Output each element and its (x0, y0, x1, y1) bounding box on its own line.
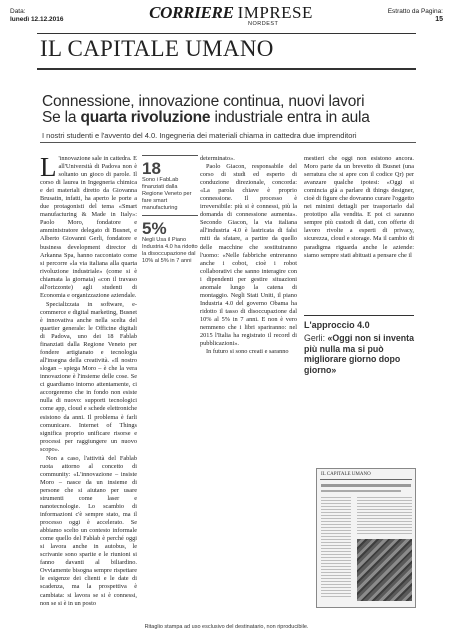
thumbnail-text-line (357, 527, 412, 528)
thumbnail-text-line (357, 533, 412, 534)
paragraph: 'innovazione sale in cattedra. E all'Università di Padova non è soltanto un gioco di parole. Il corso di laurea in Ingegneria chimica e dei materiali diretto da Giovanna Brusatin, infatti, ha aperto le porte a due protagonisti del tema «Smart manufacturing & Made in Italy»: Paolo Moro, fondatore e amministratore delegato di Busnet, e Alberto Giovanni Gerli, fondatore e business development director di Arkanna Spa, hanno raccontato come si percorre «la via italiana alla quarta rivoluzione industriale» (come si è chiamata la giornata) «con il travaso all'orizzonte) agli studenti di Economia e organizzazione aziendale. (40, 155, 137, 299)
date-label: Data: (10, 8, 26, 15)
headline-line2: Se la quarta rivoluzione industriale entra in aula (42, 109, 370, 126)
thumbnail-text-line (321, 484, 411, 487)
summary-divider (40, 142, 416, 143)
thumbnail-text-line (357, 530, 412, 531)
thumbnail-text-line (357, 509, 412, 510)
section-title: IL CAPITALE UMANO (40, 36, 274, 61)
thumbnail-text-line (321, 563, 351, 564)
thumbnail-text-line (321, 490, 401, 492)
headline (42, 94, 422, 126)
thumbnail-text-line (321, 581, 351, 582)
thumbnail-text-line (321, 593, 351, 594)
date-value: lunedì 12.12.2016 (10, 16, 64, 23)
section-divider (37, 68, 416, 70)
summary: I nostri studenti e l'avvento del 4.0. Ingegneria dei materiali chiama in cattedra due imprenditori (42, 131, 357, 140)
thumbnail-text-line (321, 509, 351, 510)
thumbnail-text-line (321, 575, 351, 576)
article-column-1 (40, 155, 137, 610)
thumbnail-text-line (321, 545, 351, 546)
stat-text: Sono i FabLab finanziati dalla Regione Veneto per fare smart manufacturing (142, 177, 192, 211)
thumbnail-text-line (321, 527, 351, 528)
thumbnail-text-line (321, 524, 351, 525)
thumbnail-text-line (357, 497, 412, 498)
thumbnail-text-line (321, 578, 351, 579)
stat-number: 5% (142, 219, 167, 238)
footer-notice: Ritaglio stampa ad uso esclusivo del destinatario, non riproducibile. (144, 624, 309, 630)
top-divider (37, 33, 416, 34)
thumbnail-text-line (321, 515, 351, 516)
stat-divider (142, 215, 198, 216)
article-column-2 (200, 155, 297, 610)
thumbnail-text-line (321, 554, 351, 555)
pull-quote (304, 333, 416, 375)
date-block (10, 8, 63, 24)
thumbnail-text-line (321, 518, 351, 519)
thumbnail-text-line (321, 596, 351, 597)
thumbnail-text-line (357, 518, 412, 519)
stat-number: 18 (142, 159, 161, 178)
masthead-logo: CORRIERE IMPRESE (149, 3, 313, 22)
thumbnail-text-line (321, 566, 351, 567)
thumbnail-text-line (321, 533, 351, 534)
thumbnail-text-line (321, 584, 351, 585)
headline-highlight: quarta rivoluzione (80, 109, 211, 126)
thumbnail-text-line (321, 539, 351, 540)
thumbnail-text-line (321, 560, 351, 561)
thumbnail-photo (357, 539, 412, 601)
page-block (388, 8, 443, 24)
thumbnail-text-line (357, 512, 412, 513)
masthead-sub: NORDEST (248, 21, 279, 27)
thumbnail-text-line (321, 551, 351, 552)
thumbnail-text-line (321, 530, 351, 531)
thumbnail-text-line (321, 497, 351, 498)
thumbnail-text-line (321, 590, 351, 591)
thumbnail-text-line (321, 512, 351, 513)
paragraph: determinato». (200, 155, 235, 162)
page-thumbnail (316, 468, 416, 608)
thumbnail-text-line (321, 572, 351, 573)
headline-line1: Connessione, innovazione continua, nuovi lavori (42, 93, 365, 110)
thumbnail-text-line (321, 500, 351, 501)
thumbnail-text-line (357, 503, 412, 504)
masthead (146, 3, 316, 27)
thumbnail-text-line (321, 503, 351, 504)
thumbnail-text-line (321, 587, 351, 588)
quote-author: Gerli: (304, 333, 328, 343)
quote-divider (304, 315, 414, 316)
article-column-3 (304, 155, 414, 299)
thumbnail-text-line (321, 506, 351, 507)
paragraph: mestieri che oggi non esistono ancora. Moro parte da un brevetto di Busnet (una serratura che si apre con il codice Qr) per avanzare qualche ipotesi: «Oggi si comincia già a parlare di things designer, cioè di figure che dovranno curare l'oggetto nei minimi dettagli per trasportarlo dal prototipo alla vendita. E poi ci saranno sempre più custodi di dati, con offerte di lavoro rivolte a esperti di privacy, sicurezza, cloud e storage. Ma il cambio di paradigma riguarda anche le aziende: siamo sempre stati abituati a pensare che il (304, 155, 414, 259)
quote-text: «Oggi non si inventa più nulla ma si può migliorare giorno dopo giorno» (304, 333, 414, 375)
thumbnail-text-line (357, 506, 412, 507)
thumbnail-text-line (321, 557, 351, 558)
stat-text: Negli Usa il Piano Industria 4.0 ha ridotto la disoccupazione dal 10% al 5% in 7 anni (142, 237, 198, 264)
thumbnail-text-line (321, 521, 351, 522)
thumbnail-text-line (321, 569, 351, 570)
thumbnail-text-line (357, 521, 412, 522)
thumbnail-divider (320, 479, 412, 480)
thumbnail-text-line (357, 500, 412, 501)
page-number: 15 (435, 16, 443, 23)
paragraph: In futuro si sono creati e saranno (206, 348, 289, 356)
page-label: Estratto da Pagina: (387, 8, 443, 15)
paragraph: Specializzata in software, e-commerce e digital marketing, Busnet è innovativa anche nella scelta del quartier generale: le Officine digitali di Padova, uno dei 18 Fablab finanziati dalla Regione Veneto per fondere artigianato e tecnologia all'insegna della creatività. «Il nostro slogan – spiega Moro – è che la vera innovazione è l'insieme delle cose. Se ci guardiamo intorno attentamente, ci accorgeremo che in fondo non esiste nulla di nuovo: supporti tecnologici come app, cloud e schede elettroniche esistono da anni. Il problema è farli comunicare. Internet of Things significa proprio unificare risorse e processi per raggiungere un nuovo scopo». (40, 300, 137, 453)
stat-divider (142, 155, 198, 156)
thumbnail-text-line (357, 524, 412, 525)
thumbnail-text-line (321, 542, 351, 543)
thumbnail-title: IL CAPITALE UMANO (321, 472, 371, 477)
paragraph: Paolo Giacon, responsabile del corso di studi ed esperto di conduzione direzionale, concorda: «La parola chiave è proprio connessione. Il processo è irreversibile: più si è connessi, più la domanda di connessione aumenta». Secondo Giacon, la via italiana all'industria 4.0 è lastricata di falsi miti da sfatare, a partire da quello delle macchine che sostituiranno l'uomo: «Nelle fabbriche entreranno anche i cobot, cioè i robot collaborativi che sanno interagire con i dipendenti per gestire situazioni anomale lungo la catena di montaggio. Negli Stati Uniti, il piano Industria 4.0 del governo Obama ha ridotto il tasso di disoccupazione dal 10% al 5% in 7 anni. E non è vero nemmeno che i libri spariranno: nel 2015 l'Italia ha registrato il record di pubblicazioni». (200, 163, 297, 348)
thumbnail-text-line (357, 515, 412, 516)
quote-title: L'approccio 4.0 (304, 320, 370, 330)
paragraph: Non a caso, l'attività del Fablab ruota attorno al concetto di community: «L'innovazione – insiste Moro – nasce da un insieme di persone che si aiutano per usare strumenti come laser e nanotecnologie. Lo scambio di informazioni c'è sempre stato, ma il processo oggi è accelerato. Se abbiamo scelto un contesto informale come quello del Fablab è perché oggi si lavora anche in autobus, le scrivanie sono sparite e le riunioni si fanno davanti al biliardino. Ovviamente bisogna sempre rispettare le esigenze dei clienti e le date di scadenza, ma la prospettiva è cambiata: si lavora se si è connessi, non se si è in un posto (40, 454, 137, 607)
thumbnail-text-line (321, 536, 351, 537)
stats-sidebar (142, 155, 198, 265)
drop-cap: L (40, 155, 57, 182)
thumbnail-text-line (321, 548, 351, 549)
